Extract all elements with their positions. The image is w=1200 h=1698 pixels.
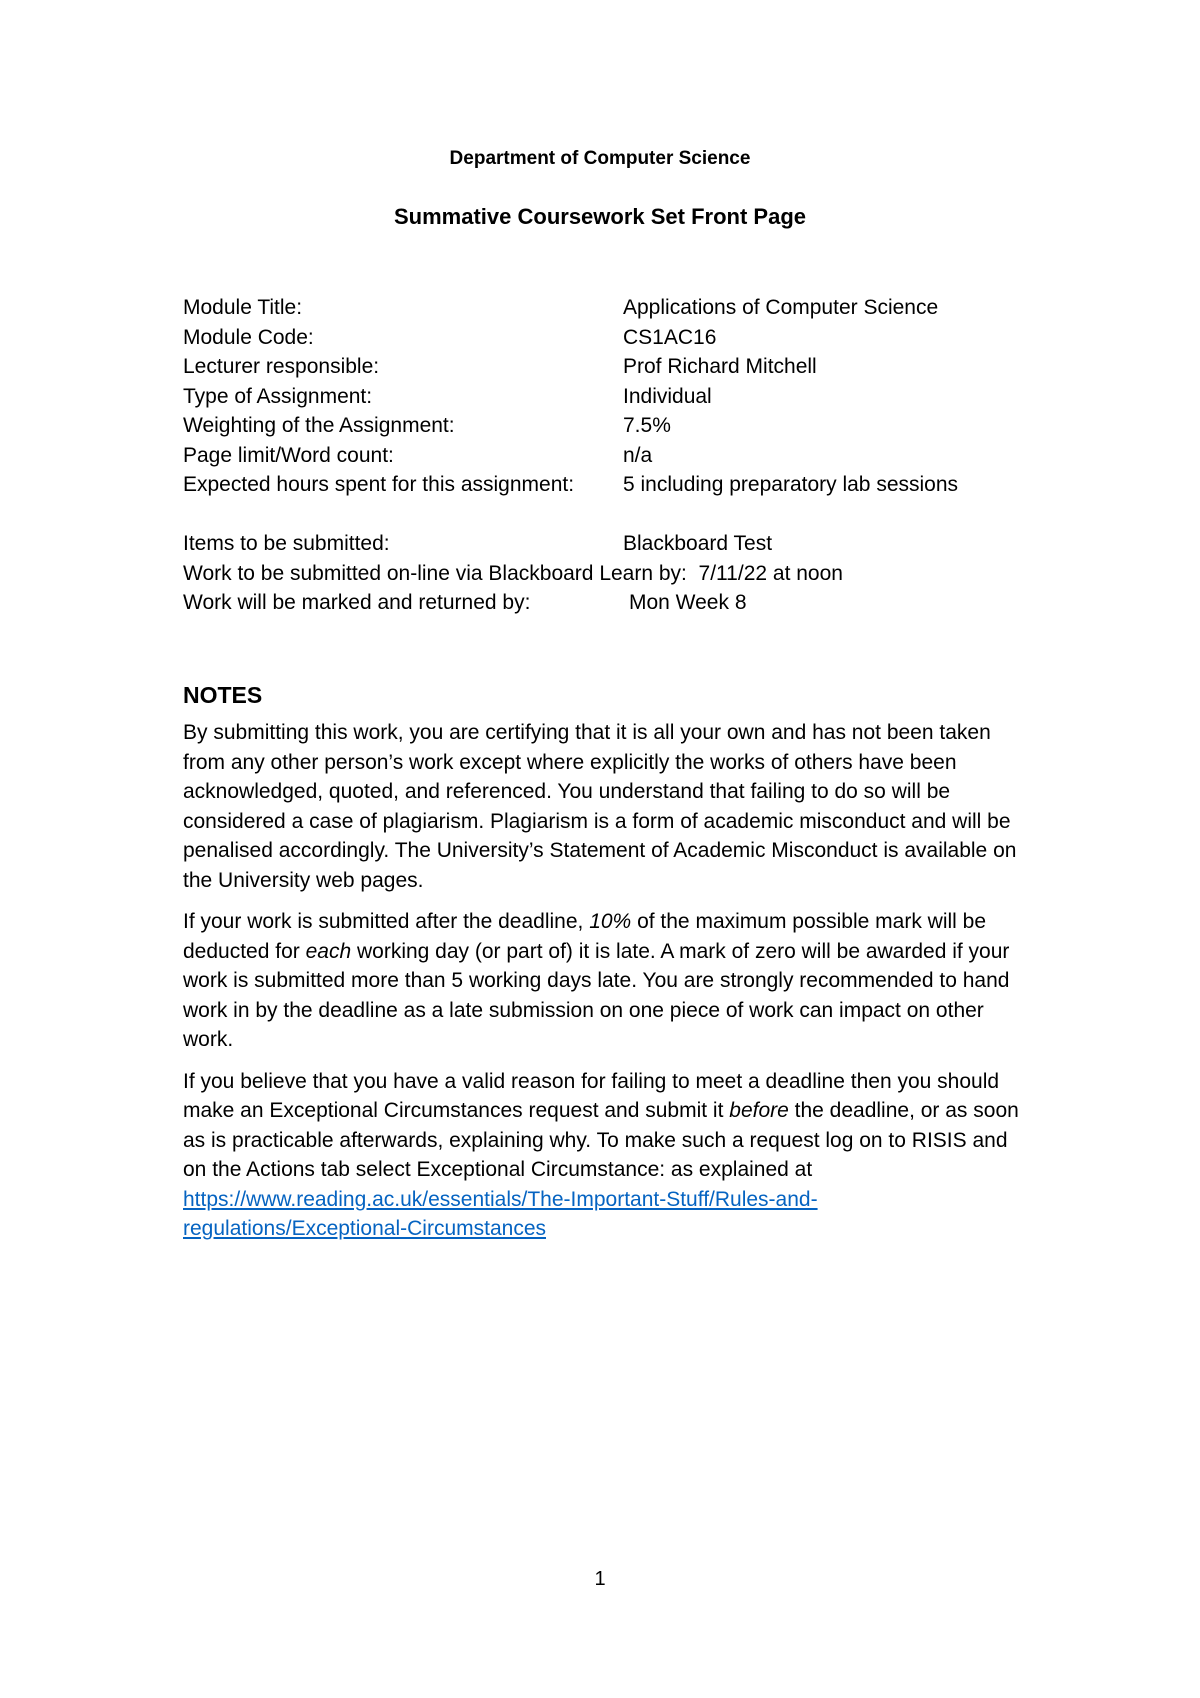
info-label: Work to be submitted on-line via Blackboard Learn by: 7/11/22 at noon (183, 561, 843, 585)
info-row-items-submitted (183, 529, 1043, 559)
info-row-expected-hours (183, 470, 1043, 500)
info-label: Work will be marked and returned by: (183, 591, 531, 614)
info-label: Weighting of the Assignment: (183, 414, 455, 437)
emphasis-text: before (729, 1099, 789, 1122)
info-row-marked-returned (183, 588, 1043, 618)
info-row-online-submission (183, 559, 1043, 589)
info-row-page-limit (183, 441, 1043, 471)
text-run: If you believe that you have a valid reason for failing to meet a deadline then you should make an Exceptional Circumstances request and submit it (183, 1069, 1000, 1122)
emphasis-text: 10% (589, 910, 632, 933)
emphasis-text: each (305, 939, 352, 963)
text-run: If your work is submitted after the deadline, (183, 910, 590, 933)
info-label: Items to be submitted: (183, 532, 390, 555)
text-run: of the maximum possible mark will be deducted for (183, 910, 987, 963)
notes-body (183, 718, 1023, 1256)
info-value: Applications of Computer Science (623, 296, 939, 319)
page-number: 1 (594, 1568, 606, 1590)
info-label: Module Code: (183, 325, 314, 349)
info-row-module-title (183, 293, 1043, 323)
notes-paragraph-exceptional-circumstances (183, 1067, 1023, 1244)
info-label: Page limit/Word count: (183, 443, 394, 467)
info-row-lecturer (183, 352, 1043, 382)
info-value: Mon Week 8 (629, 591, 747, 614)
exceptional-circumstances-link[interactable]: https://www.reading.ac.uk/essentials/The-Important-Stuff/Rules-and-regulations/Exceptional-Circumstances (183, 1187, 818, 1240)
spacer (183, 500, 1043, 530)
notes-paragraph-plagiarism: By submitting this work, you are certifying that it is all your own and has not been taken from any other person’s work except where explicitly the works of others have been acknowledged, quoted, and referenced. You understand that failing to do so will be considered a case of plagiarism. Plagiarism is a form of academic misconduct and will be penalised accordingly. The University’s Statement of Academic Misconduct is available on the University web pages. (183, 721, 1017, 892)
department-heading: Department of Computer Science (449, 148, 751, 169)
info-value: 5 including preparatory lab sessions (623, 473, 959, 496)
notes-paragraph-late-submission (183, 907, 1023, 1055)
text-run: the deadline, or as soon as is practicable afterwards, explaining why. To make such a request log on to RISIS and on the Actions tab select Exceptional Circumstance: as explained at (183, 1099, 1019, 1181)
info-value: n/a (623, 443, 653, 467)
info-label: Expected hours spent for this assignment: (183, 473, 575, 496)
info-value: Individual (623, 384, 712, 408)
info-row-module-code (183, 323, 1043, 353)
text-run: working day (or part of) it is late. A mark of zero will be awarded if your work is submitted more than 5 working days late. You are strongly recommended to hand work in by the deadline as a late submission on one piece of work can impact on other work. (183, 939, 1010, 1051)
info-label: Type of Assignment: (183, 384, 373, 408)
info-value: CS1AC16 (623, 325, 717, 349)
info-row-assignment-type (183, 382, 1043, 412)
page-title: Summative Coursework Set Front Page (394, 204, 806, 229)
info-value: 7.5% (623, 414, 671, 437)
info-value: Prof Richard Mitchell (623, 355, 817, 378)
info-label: Lecturer responsible: (183, 355, 380, 378)
module-info-table (183, 293, 1043, 618)
info-row-weighting (183, 411, 1043, 441)
info-label: Module Title: (183, 296, 303, 319)
info-value: Blackboard Test (623, 532, 773, 555)
notes-heading: NOTES (183, 682, 263, 708)
